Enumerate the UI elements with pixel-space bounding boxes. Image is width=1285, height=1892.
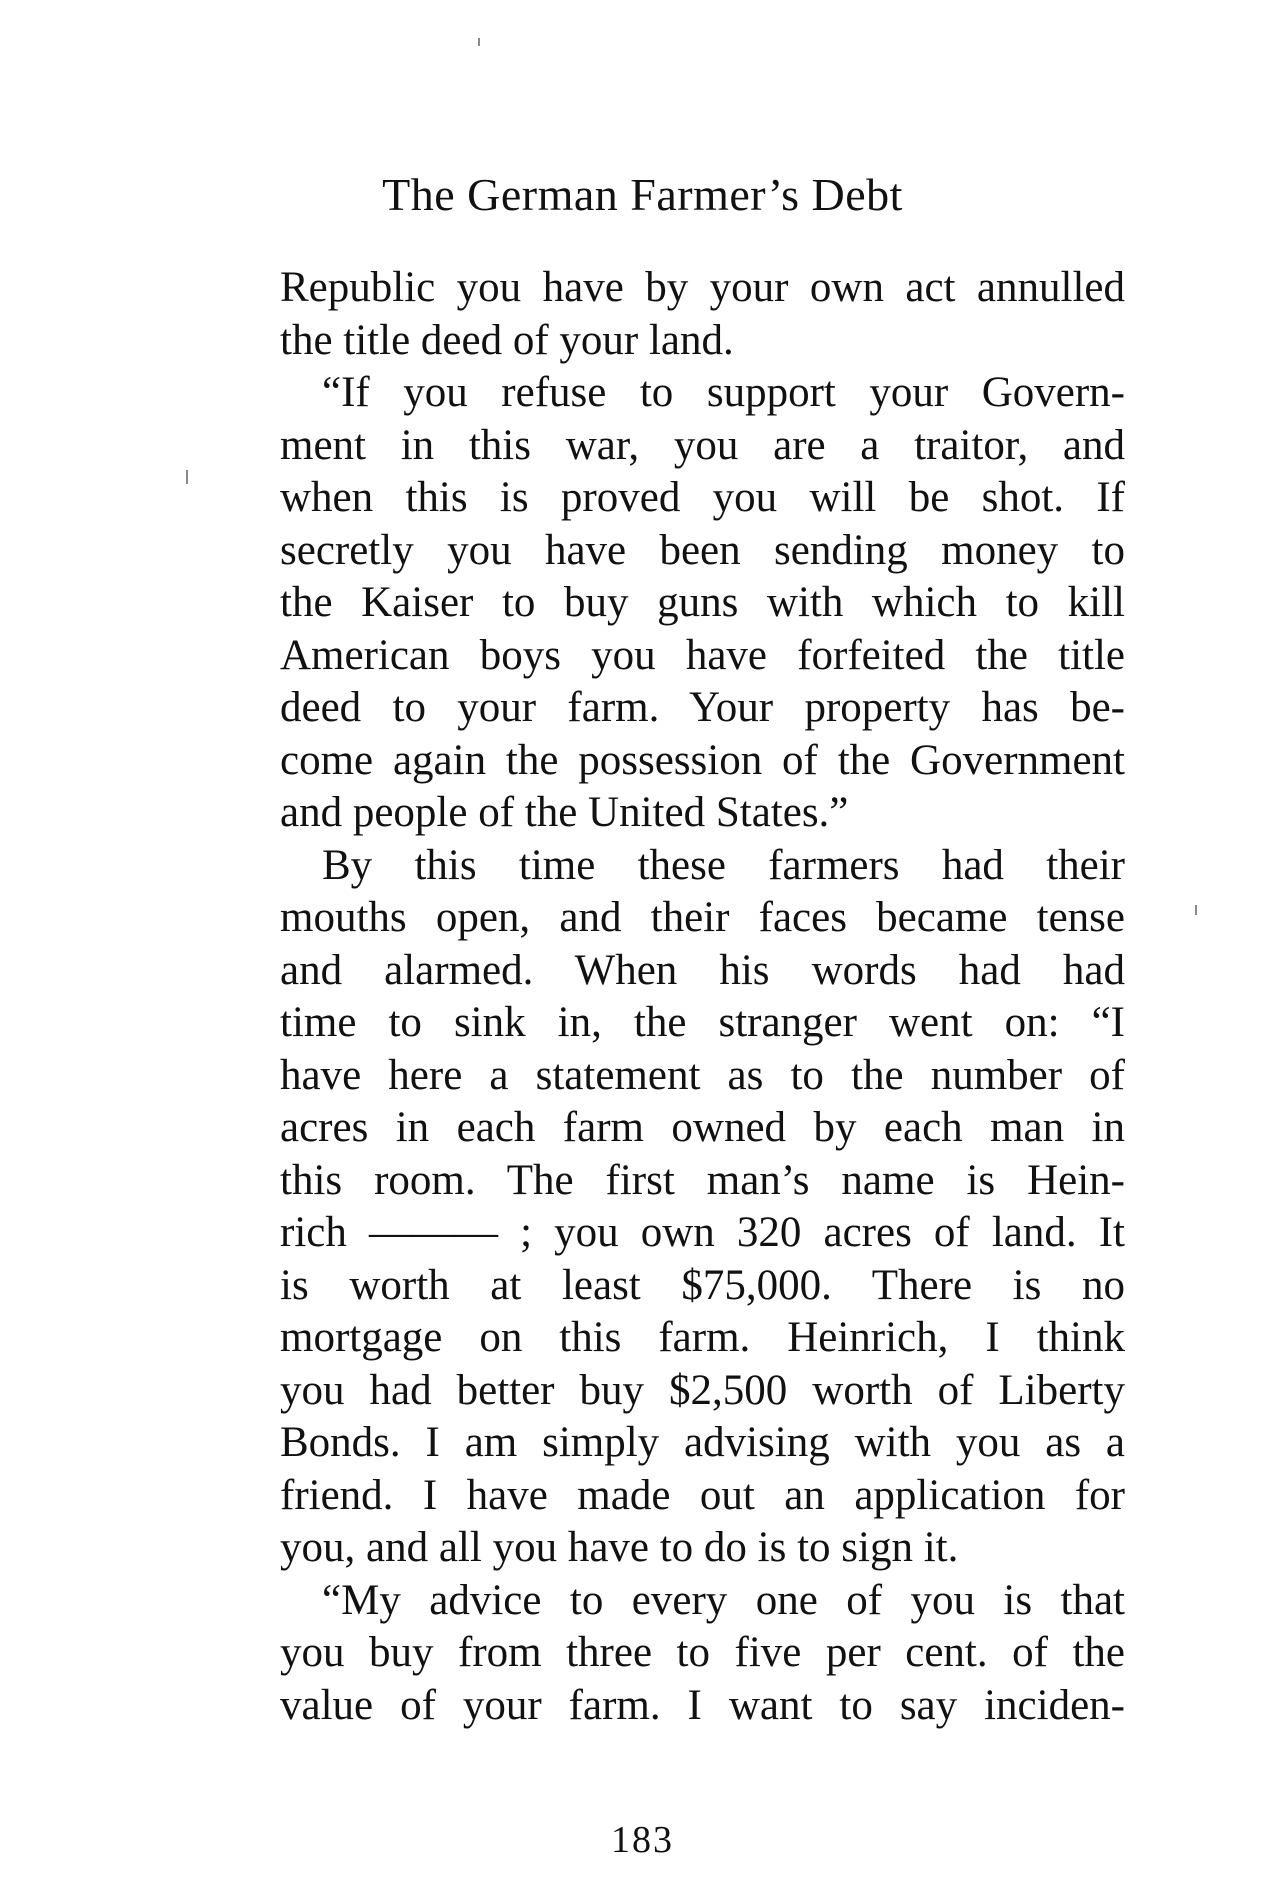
text-line: friend. I have made out an application for	[280, 1471, 1125, 1519]
page-number: 183	[611, 1819, 674, 1861]
text-line: acres in each farm owned by each man in	[280, 1104, 1125, 1151]
text-line: mortgage on this farm. Heinrich, I think	[280, 1314, 1125, 1361]
text-line: value of your farm. I want to say inciden-	[280, 1681, 1125, 1729]
text-line: the Kaiser to buy guns with which to kill	[280, 579, 1125, 626]
paper-speck	[186, 470, 188, 484]
text-line: you had better buy $2,500 worth of Liberty	[280, 1366, 1125, 1414]
text-line: and people of the United States.”	[280, 789, 849, 836]
paper-speck	[1195, 905, 1197, 915]
body-text	[280, 262, 1125, 1732]
text-line: deed to your farm. Your property has be-	[280, 684, 1125, 731]
text-line: and alarmed. When his words had had	[280, 946, 1125, 994]
text-line: rich ——— ; you own 320 acres of land. It	[280, 1209, 1125, 1256]
text-line: mouths open, and their faces became tense	[280, 894, 1125, 941]
text-line: this room. The first man’s name is Hein-	[280, 1156, 1125, 1204]
text-line: time to sink in, the stranger went on: “I	[280, 999, 1125, 1046]
text-line: ment in this war, you are a traitor, and	[280, 421, 1125, 469]
text-line: “If you refuse to support your Govern-	[322, 369, 1125, 416]
text-line: American boys you have forfeited the title	[280, 631, 1125, 679]
text-line: Republic you have by your own act annulled	[280, 264, 1125, 311]
text-line: By this time these farmers had their	[322, 841, 1125, 889]
running-head: The German Farmer’s Debt	[382, 169, 903, 220]
text-line: have here a statement as to the number of	[280, 1051, 1125, 1099]
text-line: is worth at least $75,000. There is no	[280, 1261, 1125, 1309]
text-line: you, and all you have to do is to sign it.	[280, 1524, 959, 1571]
text-line: you buy from three to five per cent. of the	[280, 1629, 1125, 1676]
text-line: come again the possession of the Government	[280, 736, 1125, 784]
text-line: “My advice to every one of you is that	[322, 1576, 1125, 1624]
text-line: the title deed of your land.	[280, 316, 734, 364]
text-line: when this is proved you will be shot. If	[280, 474, 1125, 521]
text-line: Bonds. I am simply advising with you as a	[280, 1419, 1125, 1466]
text-line: secretly you have been sending money to	[280, 526, 1125, 574]
paper-speck	[478, 38, 480, 46]
